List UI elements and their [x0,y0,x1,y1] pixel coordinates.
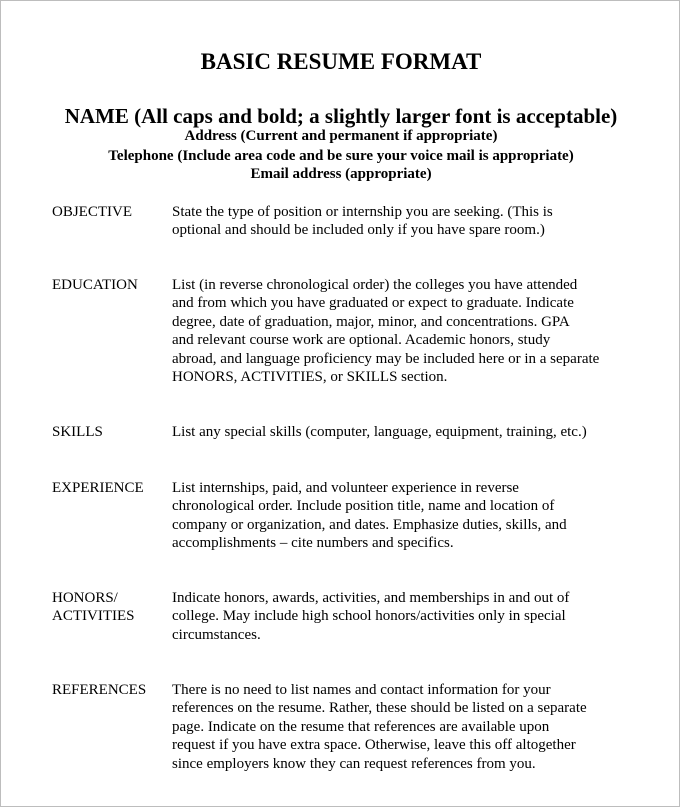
body-line: references on the resume. Rather, these should be listed on a separate [172,700,587,717]
section-label: EXPERIENCE [52,480,144,496]
section-label: OBJECTIVE [52,204,132,220]
section-label [52,589,135,626]
section-label: REFERENCES [52,682,147,698]
body-line: accomplishments – cite numbers and specifics. [172,535,454,552]
body-line: and from which you have graduated or expect to graduate. Indicate [172,295,574,312]
body-line: List internships, paid, and volunteer experience in reverse [172,480,519,496]
body-line: Indicate honors, awards, activities, and memberships in and out of [172,590,570,606]
name-line: NAME (All caps and bold; a slightly larger font is acceptable) [64,104,618,128]
section-body [172,589,569,644]
body-line: page. Indicate on the resume that references are available upon [172,718,550,735]
body-line: HONORS, ACTIVITIES, or SKILLS section. [172,368,448,385]
section-body [172,681,587,773]
body-line: and relevant course work are optional. Academic honors, study [172,332,551,349]
section-body [172,479,567,553]
body-line: degree, date of graduation, major, minor, and concentrations. GPA [172,313,570,330]
body-line: There is no need to list names and contact information for your [172,682,551,698]
address-line: Address (Current and permanent if appropriate) [184,128,498,144]
label-line: HONORS/ [52,590,118,606]
body-line: abroad, and language proficiency may be included here or in a separate [172,350,600,367]
body-line: List (in reverse chronological order) the colleges you have attended [172,277,578,293]
section-body [172,203,553,240]
body-line: chronological order. Include position title, name and location of [172,498,555,515]
body-line: optional and should be included only if you have spare room.) [172,222,545,239]
body-line: company or organization, and dates. Emphasize duties, skills, and [172,516,567,533]
telephone-line: Telephone (Include area code and be sure your voice mail is appropriate) [108,148,574,164]
section-body [172,423,587,441]
label-line: ACTIVITIES [52,608,135,625]
section-label: EDUCATION [52,277,138,293]
section-label: SKILLS [52,424,103,440]
body-line: college. May include high school honors/activities only in special [172,608,566,625]
section-body [172,276,599,386]
body-line: State the type of position or internship you are seeking. (This is [172,204,553,220]
body-line: circumstances. [172,626,261,643]
body-line: request if you have extra space. Otherwise, leave this off altogether [172,737,576,754]
body-line: since employers know they can request references from you. [172,755,536,772]
body-line: List any special skills (computer, language, equipment, training, etc.) [172,424,587,440]
document-title: BASIC RESUME FORMAT [200,49,482,74]
email-line: Email address (appropriate) [250,166,432,182]
